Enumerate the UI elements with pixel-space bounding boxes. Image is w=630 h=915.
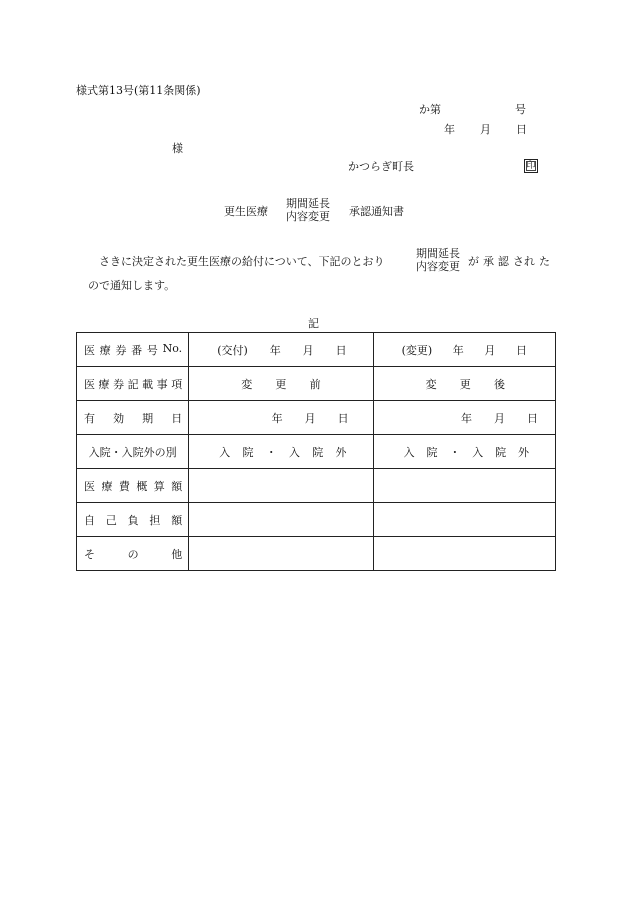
title-part1: 更生医療 xyxy=(224,205,268,218)
cell-text: 外 xyxy=(335,445,347,459)
label-char: そ xyxy=(84,547,95,561)
cell-empty xyxy=(373,537,555,571)
cell-text: 日 xyxy=(527,411,538,425)
cell-text: 年 xyxy=(271,411,283,425)
cell-text: 月 xyxy=(484,343,496,357)
label-char: 負 xyxy=(127,513,139,527)
title-option-change: 内容変更 xyxy=(286,210,330,223)
cell-text: 後 xyxy=(494,377,505,391)
title-part2: 承認通知書 xyxy=(349,205,404,218)
cell-empty xyxy=(189,537,373,571)
label-char: 額 xyxy=(171,479,183,493)
cell-text: 変 xyxy=(425,377,437,391)
issuer-name: かつらぎ町長 xyxy=(348,160,414,173)
cell-text: 院 xyxy=(312,445,324,459)
label-char: 医 xyxy=(84,479,95,493)
table-row xyxy=(77,333,556,367)
cell-inout-before xyxy=(189,435,373,469)
label-char: 自 xyxy=(84,513,95,527)
row-label-medical-cost-estimate xyxy=(77,469,189,503)
cell-text: 年 xyxy=(461,411,472,425)
cell-text: 年 xyxy=(269,343,281,357)
table-row xyxy=(77,503,556,537)
label-char: 療 xyxy=(99,343,111,357)
cell-inout-after xyxy=(373,435,555,469)
label-text: 入院・入院外の別 xyxy=(88,445,177,459)
label-char: 事 xyxy=(156,377,168,391)
cell-text: 外 xyxy=(517,445,529,459)
issue-date-year: 年 xyxy=(444,123,455,136)
cell-text: 月 xyxy=(302,343,314,357)
issue-date-day: 日 xyxy=(516,123,527,136)
cell-text: 月 xyxy=(304,411,316,425)
label-char: 他 xyxy=(171,547,183,561)
row-label-ticket-entries xyxy=(77,367,189,401)
table-row xyxy=(77,401,556,435)
cell-text: 日 xyxy=(515,343,527,357)
body-line1-b: が 承 認 され た xyxy=(468,255,550,268)
label-char: 載 xyxy=(142,377,154,391)
cell-issue-date xyxy=(189,333,373,367)
notice-table xyxy=(76,332,556,571)
cell-text: 日 xyxy=(337,411,349,425)
row-label-ticket-number xyxy=(77,333,189,367)
cell-text: ・ xyxy=(265,445,277,459)
cell-text: 入 xyxy=(219,445,231,459)
cell-text: 院 xyxy=(426,445,438,459)
seal-mark: 印 xyxy=(524,159,538,173)
cell-text: 日 xyxy=(335,343,347,357)
title-option-stack xyxy=(286,197,330,223)
cell-text: 前 xyxy=(309,377,321,391)
issue-date-month: 月 xyxy=(480,123,491,136)
body-line2: ので通知します。 xyxy=(88,279,176,292)
cell-text: 院 xyxy=(242,445,254,459)
row-label-valid-date xyxy=(77,401,189,435)
row-label-inpatient-outpatient xyxy=(77,435,189,469)
label-char: 療 xyxy=(101,479,113,493)
row-label-other xyxy=(77,537,189,571)
cell-text: 更 xyxy=(459,377,471,391)
label-char: 記 xyxy=(127,377,139,391)
label-char: 効 xyxy=(113,411,125,425)
cell-text: 更 xyxy=(275,377,287,391)
label-char: 医 xyxy=(84,377,95,391)
cell-empty xyxy=(373,503,555,537)
cell-text: 月 xyxy=(494,411,505,425)
cell-empty xyxy=(373,469,555,503)
cell-before-change xyxy=(189,367,373,401)
cell-valid-date-before xyxy=(189,401,373,435)
table-row xyxy=(77,435,556,469)
cell-text: (変更) xyxy=(401,343,433,357)
label-char: 有 xyxy=(84,411,95,425)
label-char: 算 xyxy=(153,479,165,493)
cell-change-date xyxy=(373,333,555,367)
label-char: No. xyxy=(162,341,183,355)
label-char: 費 xyxy=(118,479,130,493)
body-line1-a: さきに決定された更生医療の給付について、下記のとおり xyxy=(99,255,385,268)
label-char: 概 xyxy=(136,479,148,493)
cell-text: 年 xyxy=(452,343,464,357)
body-option-stack xyxy=(416,247,460,273)
addressee-suffix: 様 xyxy=(172,142,183,155)
label-char: 己 xyxy=(105,513,117,527)
label-char: 担 xyxy=(149,513,161,527)
cell-empty xyxy=(189,469,373,503)
form-number: 様式第13号(第11条関係) xyxy=(76,84,201,97)
label-char: 医 xyxy=(84,343,95,357)
cell-text: 変 xyxy=(241,377,253,391)
table-row xyxy=(77,367,556,401)
label-char: 療 xyxy=(98,377,110,391)
label-char: 日 xyxy=(171,411,183,425)
cell-text: 入 xyxy=(472,445,484,459)
label-char: 額 xyxy=(171,513,183,527)
cell-text: 院 xyxy=(495,445,507,459)
cell-text: 入 xyxy=(289,445,301,459)
table-row xyxy=(77,537,556,571)
label-char: の xyxy=(127,547,139,561)
document-number-prefix: か第 xyxy=(419,103,441,116)
row-label-self-payment xyxy=(77,503,189,537)
cell-valid-date-after xyxy=(373,401,555,435)
label-char: 項 xyxy=(171,377,183,391)
title-option-extension: 期間延長 xyxy=(286,197,330,210)
cell-text: (交付) xyxy=(217,343,248,357)
label-char: 券 xyxy=(115,343,127,357)
cell-after-change xyxy=(373,367,555,401)
body-option-change: 内容変更 xyxy=(416,260,460,273)
ki-heading: 記 xyxy=(308,317,319,330)
label-char: 号 xyxy=(146,343,158,357)
label-char: 券 xyxy=(113,377,125,391)
body-option-extension: 期間延長 xyxy=(416,247,460,260)
document-number-suffix: 号 xyxy=(515,103,526,116)
table-row xyxy=(77,469,556,503)
label-char: 期 xyxy=(142,411,154,425)
cell-text: ・ xyxy=(449,445,461,459)
cell-empty xyxy=(189,503,373,537)
label-char: 番 xyxy=(131,343,143,357)
cell-text: 入 xyxy=(403,445,415,459)
